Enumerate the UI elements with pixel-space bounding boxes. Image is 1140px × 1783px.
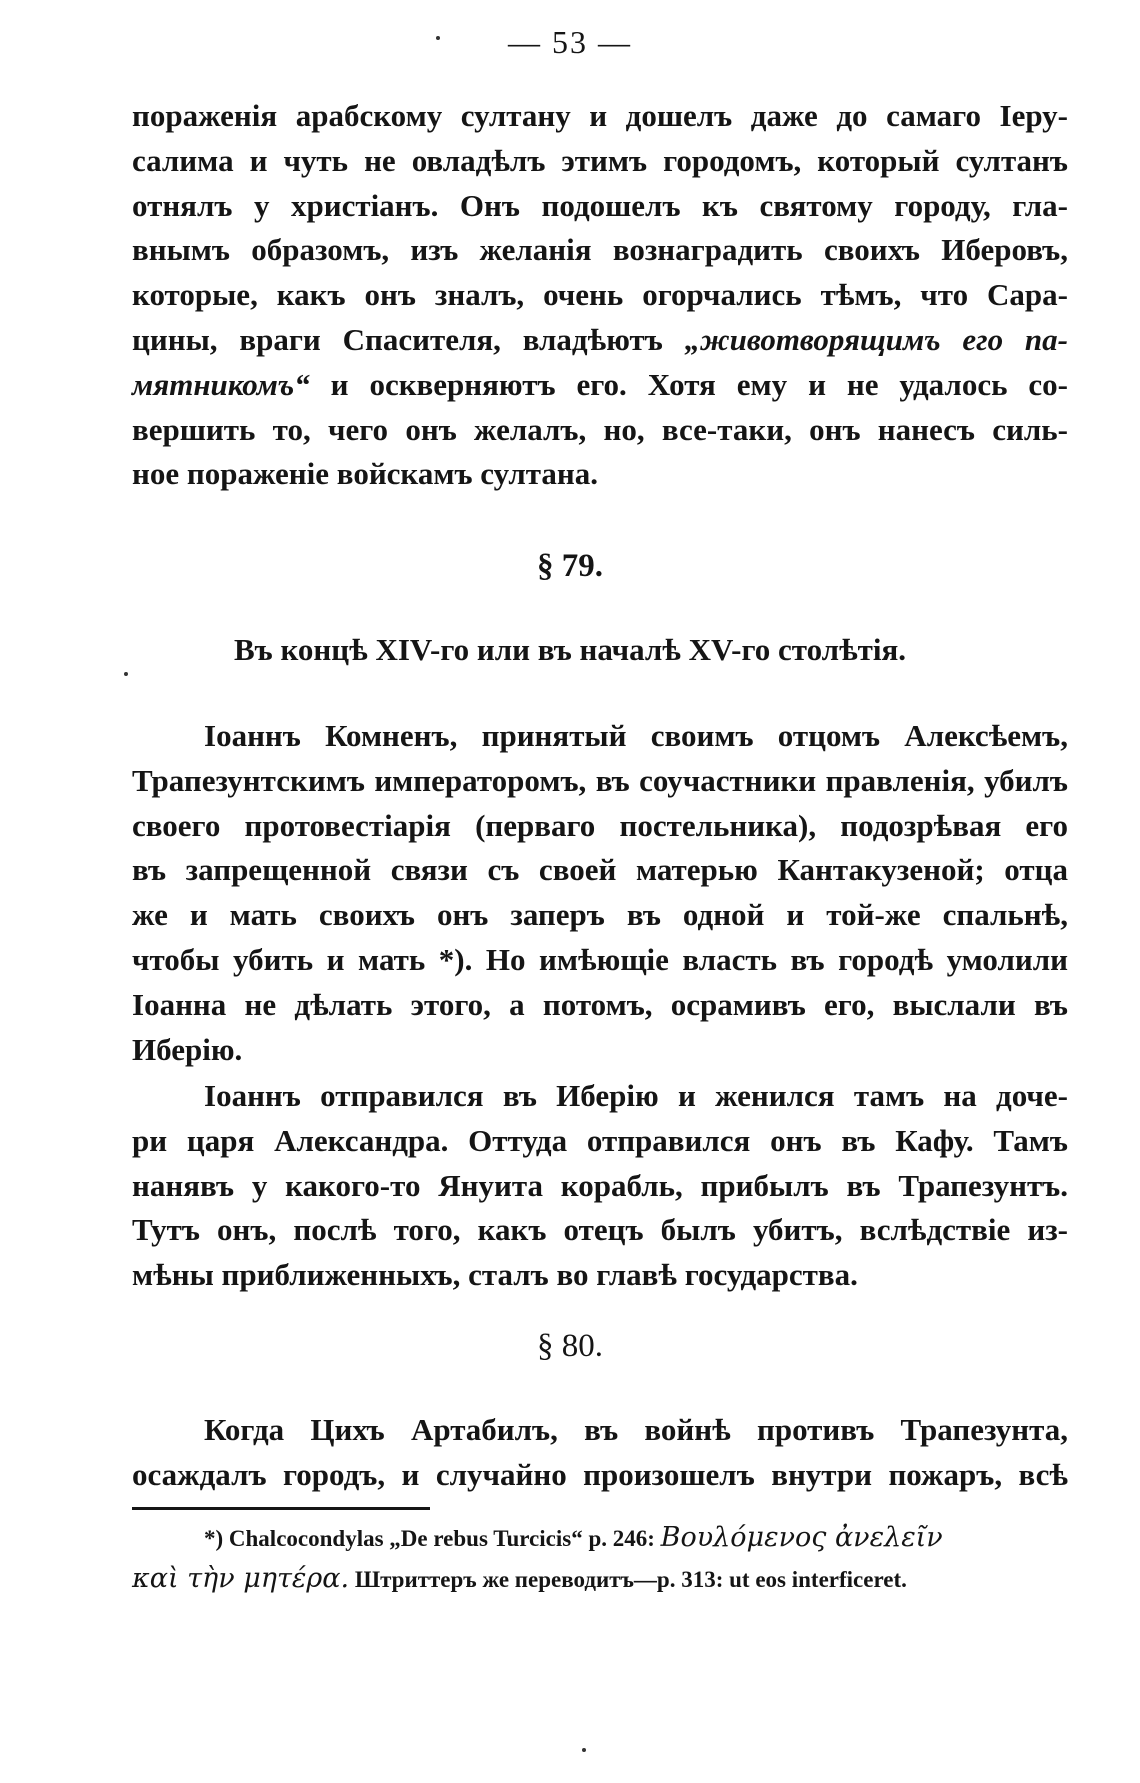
- text-line: же и мать своихъ онъ заперъ въ одной и той-же спальнѣ,: [132, 897, 1068, 933]
- paragraph-4: [132, 1408, 1068, 1498]
- text-line: Іоаннъ отправился въ Иберію и женился тамъ на доче-: [204, 1078, 1068, 1113]
- text-line: нанявъ у какого-то Януита корабль, прибылъ въ Трапезунтъ.: [132, 1167, 1068, 1203]
- scan-speck: [582, 1748, 586, 1752]
- footnote: [132, 1518, 1068, 1600]
- text-line: внымъ образомъ, изъ желанія вознаградить своихъ Иберовъ,: [132, 232, 1068, 268]
- text-line: ри царя Александра. Оттуда отправился онъ въ Кафу. Тамъ: [132, 1122, 1068, 1158]
- scan-speck: [124, 672, 128, 676]
- footnote-citation: *) Chalcocondylas „De rebus Turcicis“ p. 246:: [204, 1526, 655, 1551]
- paragraph-1: [132, 94, 1068, 497]
- text-line: [132, 363, 1068, 408]
- text-line: [132, 318, 1068, 363]
- paragraph-3: [132, 1074, 1068, 1298]
- text-line: въ запрещенной связи съ своей матерью Кантакузеной; отца: [132, 852, 1068, 888]
- paragraph-2: [132, 714, 1068, 1072]
- text-line: которые, какъ онъ зналъ, очень огорчались тѣмъ, что Сара-: [132, 277, 1068, 313]
- italic-quote: „животворящимъ его па-: [684, 321, 1068, 357]
- text-line: пораженія арабскому султану и дошелъ даже до самаго Іеру-: [132, 98, 1068, 133]
- text-line: Іоанна не дѣлать этого, а потомъ, осрамивъ его, выслали въ: [132, 986, 1068, 1022]
- text-line: ное пораженіе войскамъ султана.: [132, 456, 598, 492]
- text-line: Тутъ онъ, послѣ того, какъ отецъ былъ убитъ, вслѣдствіе из-: [132, 1212, 1068, 1248]
- text-segment: цины, враги Спасителя, владѣютъ: [132, 321, 663, 357]
- footnote-translation: Штриттеръ же переводитъ—р. 313: ut eos interficeret.: [354, 1567, 907, 1592]
- section-80-heading: § 80.: [537, 1328, 603, 1364]
- text-line: чтобы убить и мать *). Но имѣющіе власть въ городѣ умолили: [132, 941, 1068, 977]
- footnote-line: [132, 1518, 1068, 1559]
- italic-quote: мятникомъ“: [132, 366, 310, 402]
- text-line: отнялъ у христіанъ. Онъ подошелъ къ святому городу, гла-: [132, 187, 1068, 223]
- page-number: — 53 —: [508, 24, 632, 60]
- greek-quote: καὶ τὴν μητέρα.: [132, 1563, 350, 1594]
- text-line: салима и чуть не овладѣлъ этимъ городомъ, который султанъ: [132, 142, 1068, 178]
- section-79-heading: § 79.: [537, 548, 603, 584]
- section-79-subtitle: Въ концѣ XIV-го или въ началѣ XV-го столѣтія.: [233, 632, 907, 667]
- footnote-divider: [132, 1507, 430, 1510]
- text-line: осаждалъ городъ, и случайно произошелъ внутри пожаръ, всѣ: [132, 1456, 1068, 1492]
- text-line: своего протовестіарія (перваго постельника), подозрѣвая его: [132, 807, 1068, 843]
- text-line: вершить то, чего онъ желалъ, но, все-таки, онъ нанесъ силь-: [132, 411, 1068, 447]
- text-segment: и оскверняютъ его. Хотя ему и не удалось со-: [330, 366, 1068, 402]
- greek-quote: Βουλόμενος ἀνελεῖν: [660, 1522, 943, 1553]
- scan-speck: [436, 36, 440, 40]
- text-line: Когда Цихъ Артабилъ, въ войнѣ противъ Трапезунта,: [204, 1412, 1068, 1447]
- text-line: Иберію.: [132, 1031, 243, 1067]
- text-line: мѣны приближенныхъ, сталъ во главѣ государства.: [132, 1257, 858, 1293]
- text-line: Трапезунтскимъ императоромъ, въ соучастники правленія, убилъ: [132, 762, 1068, 798]
- text-line: Іоаннъ Комненъ, принятый своимъ отцомъ Алексѣемъ,: [204, 718, 1068, 753]
- footnote-line: [132, 1559, 1068, 1600]
